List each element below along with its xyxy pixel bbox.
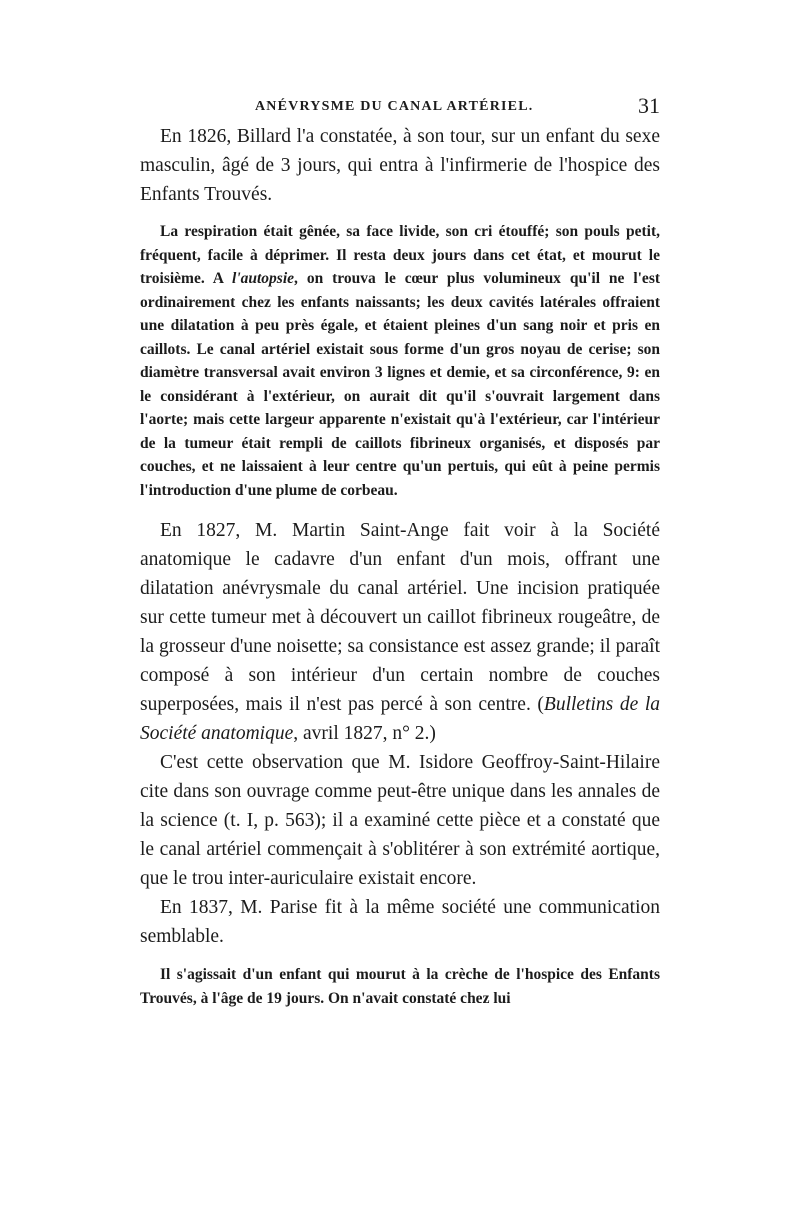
running-title: ANÉVRYSME DU CANAL ARTÉRIEL.	[255, 99, 534, 114]
page-header	[140, 95, 660, 125]
page-body	[140, 122, 660, 1010]
paragraph-4: C'est cette observation que M. Isidore Geoffroy-Saint-Hilaire cite dans son ouvrage comme peut-être unique dans les annales de la science (t. I, p. 563); il a examiné cette pièce et a constaté que le canal artériel commençait à s'oblitérer à son extrémité aortique, que le trou inter-auriculaire existait encore.	[140, 752, 660, 889]
paragraph-2	[140, 220, 660, 502]
paragraph-1: En 1826, Billard l'a constatée, à son tour, sur un enfant du sexe masculin, âgé de 3 jours, qui entra à l'infirmerie de l'hospice des Enfants Trouvés.	[140, 126, 660, 205]
page-number: 31	[638, 93, 660, 118]
paragraph-2-text-b: , on trouva le cœur plus volumineux qu'il ne l'est ordinairement chez les enfants naissants; les deux cavités latérales offraient une dilatation à peu près égale, et étaient pleines d'un sang noir et pris en caillots. Le canal artériel existait sous forme d'un gros noyau de cerise; son diamètre transversal avait environ 3 lignes et demie, et sa circonférence, 9: en le considérant à l'extérieur, on aurait dit qu'il s'ouvrait largement dans l'aorte; mais cette largeur apparente n'existait qu'à l'extérieur, car l'intérieur de la tumeur était rempli de caillots fibrineux organisés, et disposés par couches, et ne laissaient à leur centre qu'un pertuis, qui eût à peine permis l'introduction d'une plume de corbeau.	[140, 270, 661, 499]
paragraph-3-text-b: , avril 1827, n° 2.)	[293, 723, 436, 744]
paragraph-3-text-a: En 1827, M. Martin Saint-Ange fait voir à la Société anatomique le cadavre d'un enfant d'un mois, offrant une dilatation anévrysmale du canal artériel. Une incision pratiquée sur cette tumeur met à découvert un caillot fibrineux rougeâtre, de la grosseur d'une noisette; sa consistance est assez grande; il paraît composé à son intérieur d'un certain nombre de couches superposées, mais il n'est pas percé à son centre. (	[140, 520, 660, 715]
paragraph-3	[140, 516, 660, 748]
paragraph-2-emphasis: l'autopsie	[232, 270, 295, 287]
paragraph-2-text-a: La respiration était gênée, sa face livide, son cri étouffé; son pouls petit, fréquent, facile à déprimer. Il resta deux jours dans cet état, et mourut le troisième. A	[140, 223, 660, 287]
paragraph-5: En 1837, M. Parise fit à la même société une communication semblable.	[140, 897, 660, 947]
paragraph-3-citation: Bulletins de la Société anatomique	[140, 694, 660, 744]
paragraph-6: Il s'agissait d'un enfant qui mourut à la crèche de l'hospice des Enfants Trouvés, à l'âge de 19 jours. On n'avait constaté chez lui	[140, 966, 660, 1007]
